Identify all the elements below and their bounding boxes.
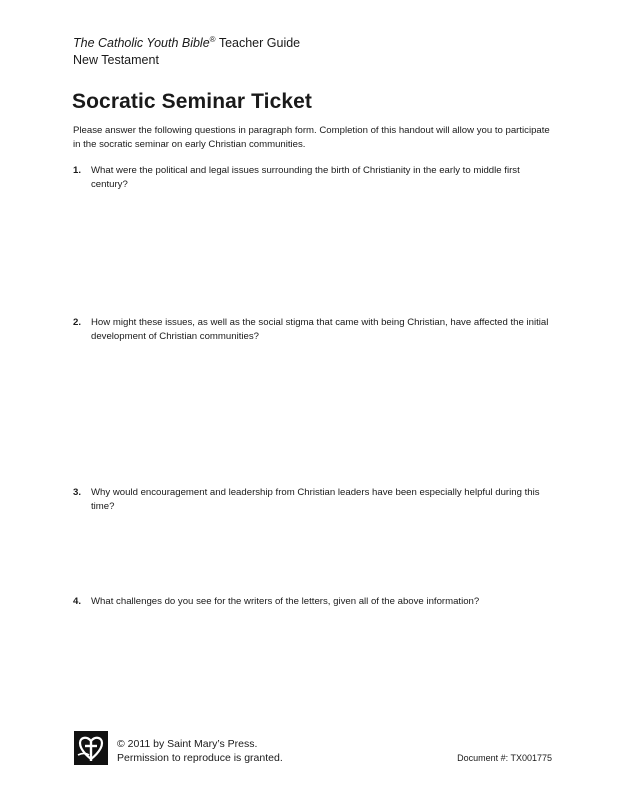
question-text: What challenges do you see for the writers of the letters, given all of the above information? xyxy=(91,596,480,607)
question-2 xyxy=(73,316,553,343)
question-4 xyxy=(73,595,553,609)
footer-copyright xyxy=(117,737,283,765)
saint-marys-press-logo-icon xyxy=(74,731,108,765)
document-header xyxy=(73,35,300,69)
copyright-line: © 2011 by Saint Mary’s Press. xyxy=(117,738,258,750)
document-number: Document #: TX001775 xyxy=(457,753,552,763)
page-title: Socratic Seminar Ticket xyxy=(72,90,313,113)
guide-label: Teacher Guide xyxy=(215,36,301,50)
section-label: New Testament xyxy=(73,53,159,67)
question-number: 2. xyxy=(73,317,82,328)
question-3 xyxy=(73,486,553,513)
permission-line: Permission to reproduce is granted. xyxy=(117,752,283,764)
question-number: 4. xyxy=(73,596,82,607)
question-text: Why would encouragement and leadership from Christian leaders have been especially helpful during this time? xyxy=(91,487,540,512)
question-1 xyxy=(73,164,553,191)
instructions: Please answer the following questions in paragraph form. Completion of this handout will allow you to participate in the socratic seminar on early Christian communities. xyxy=(73,125,550,150)
question-text: What were the political and legal issues surrounding the birth of Christianity in the early to middle first century? xyxy=(91,165,520,190)
book-title: The Catholic Youth Bible xyxy=(73,36,210,50)
book-title-line xyxy=(73,35,300,52)
question-number: 1. xyxy=(73,165,82,176)
question-number: 3. xyxy=(73,487,82,498)
registered-mark: ® xyxy=(209,34,216,44)
question-text: How might these issues, as well as the social stigma that came with being Christian, have affected the initial development of Christian communities? xyxy=(91,317,549,342)
